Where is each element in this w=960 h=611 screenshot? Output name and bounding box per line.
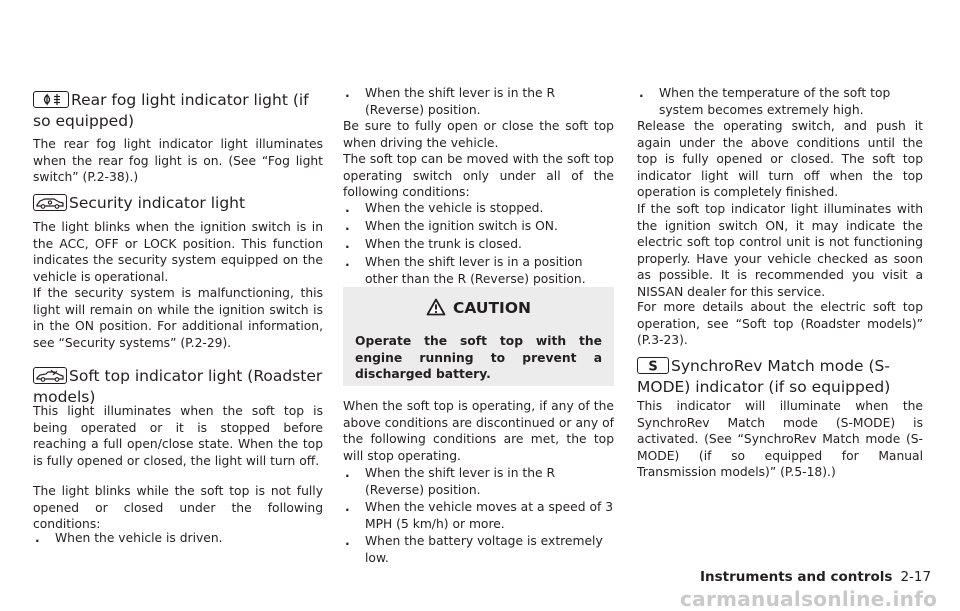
rear-fog-light-icon (33, 91, 69, 108)
list-item: . When the shift lever is in the R (Reverse) position. (345, 86, 556, 117)
list-item: . When the vehicle moves at a speed of 3 MPH (5 km/h) or more. (345, 500, 614, 531)
car-security-icon (33, 194, 67, 211)
caution-title: CAUTION (343, 297, 614, 322)
paragraph: If the security system is malfunctioning, this light will remain on while the ignition switch is in the ON position. For additional information, see “Security systems” (P.2-29). (33, 286, 323, 350)
list-item: . When the battery voltage is extremely low. (345, 534, 603, 565)
paragraph: The rear fog light indicator light illuminates when the rear fog light is on. (See “Fog light switch” (P.2-38).) (33, 137, 323, 185)
warning-triangle-icon (426, 298, 446, 322)
list-item: . When the trunk is closed. (345, 237, 522, 251)
paragraph: This indicator will illuminate when the SynchroRev Match mode (S-MODE) is activated. (See “SynchroRev Match mode (S-MODE) (if so equipped for Manual Transmission models)” (P.5-18).) (637, 399, 923, 480)
list-item: . When the shift lever is in the R (Reverse) position. (345, 466, 556, 497)
watermark: carmanualsonline.info (680, 587, 938, 611)
section-title: Instruments and controls (700, 569, 893, 585)
list-item: . When the shift lever is in a position other than the R (Reverse) position. (345, 255, 586, 286)
paragraph: The soft top can be moved with the soft top operating switch only under all of the following conditions: (343, 152, 614, 200)
caution-text: Operate the soft top with the engine running to prevent a discharged battery. (355, 334, 602, 382)
heading-rear-fog-light: Rear fog light indicator light (if so equipped) (33, 91, 309, 130)
page-footer (700, 569, 931, 585)
list-item: . When the temperature of the soft top system becomes extremely high. (639, 86, 891, 117)
svg-text:S: S (648, 359, 658, 373)
paragraph: For more details about the electric soft top operation, see “Soft top (Roadster models)” (P.3-23). (637, 300, 923, 348)
paragraph: Be sure to fully open or close the soft top when driving the vehicle. (343, 119, 614, 150)
list-item: . When the ignition switch is ON. (345, 219, 558, 233)
heading-security-indicator: Security indicator light (33, 193, 245, 214)
paragraph: The light blinks when the ignition switch is in the ACC, OFF or LOCK position. This function indicates the security system equipped on the vehicle is operational. (33, 220, 323, 284)
heading-soft-top-indicator: Soft top indicator light (Roadster models) (33, 367, 323, 406)
paragraph: When the soft top is operating, if any of the above conditions are discontinued or any of the following conditions are met, the top will stop operating. (343, 399, 614, 463)
list-item: . When the vehicle is driven. (35, 531, 223, 545)
paragraph: The light blinks while the soft top is not fully opened or closed under the following conditions: (33, 484, 323, 532)
paragraph: If the soft top indicator light illuminates with the ignition switch ON, it may indicate the electric soft top control unit is not functioning properly. Have your vehicle checked as soon as possible. It is recommended you visit a NISSAN dealer for this service. (637, 202, 923, 299)
page-number: 2-17 (900, 569, 932, 585)
paragraph: Release the operating switch, and push it again under the above conditions until the top is fully opened or closed. The soft top indicator light will turn off when the top operation is completely finished. (637, 119, 923, 200)
paragraph: This light illuminates when the soft top is being operated or it is stopped before reaching a full open/close state. When the top is fully opened or closed, the light will turn off. (33, 404, 323, 468)
s-mode-icon (637, 357, 669, 374)
soft-top-car-icon (33, 367, 67, 384)
list-item: . When the vehicle is stopped. (345, 201, 544, 215)
heading-synchrorev-indicator: S SynchroRev Match mode (S-MODE) indicator (if so equipped) (637, 357, 891, 396)
